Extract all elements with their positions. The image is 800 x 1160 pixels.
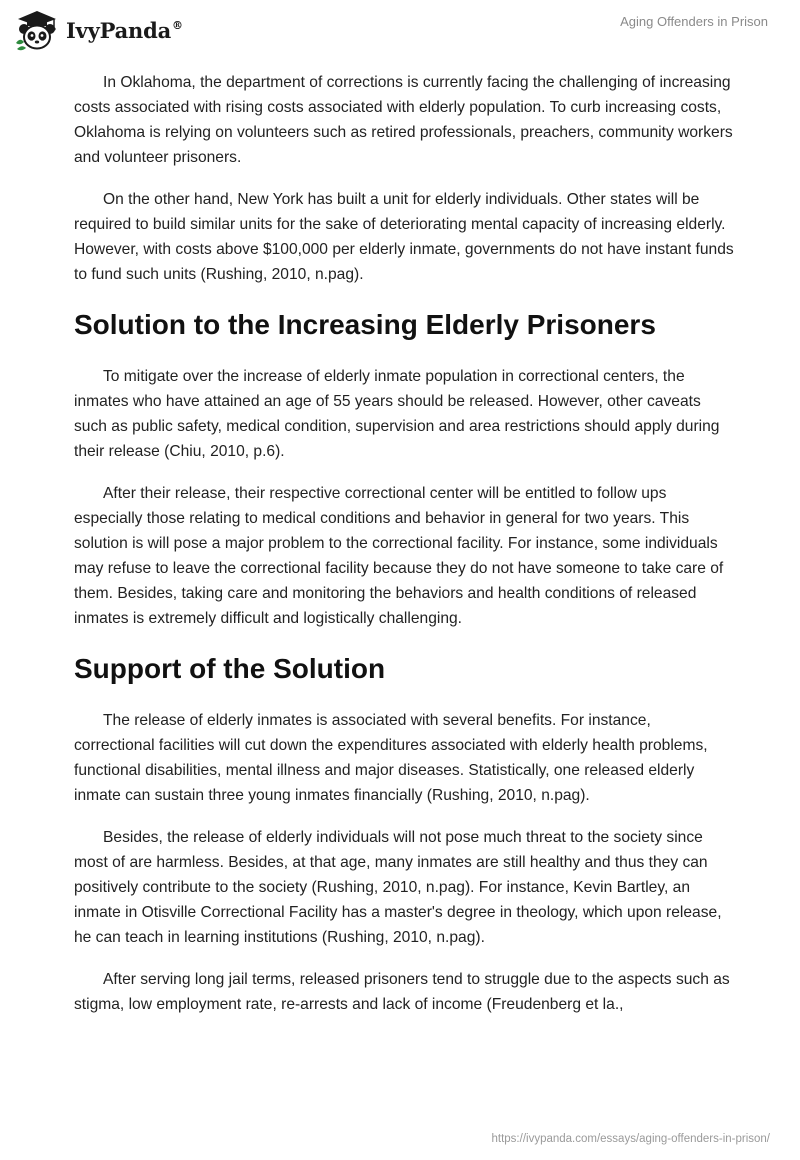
paragraph-benefits: The release of elderly inmates is associated with several benefits. For instance, correctional facilities will cut down the expenditures associated with elderly health problems, functional disabilities, mental illness and major diseases. Statistically, one released elderly inmate can sustain three young inmates financially (Rushing, 2010, n.pag). bbox=[74, 712, 708, 804]
logo-wordmark bbox=[66, 18, 183, 43]
panda-graduate-icon bbox=[14, 9, 60, 51]
heading-support: Support of the Solution bbox=[74, 653, 386, 684]
ivypanda-logo[interactable] bbox=[14, 9, 183, 51]
paragraph-mitigate-release: To mitigate over the increase of elderly inmate population in correctional centers, the inmates who have attained an age of 55 years should be released. However, other caveats such as public safety, medical condition, supervision and area restrictions should apply during their release (Chiu, 2010, p.6). bbox=[74, 368, 720, 460]
paragraph-struggle: After serving long jail terms, released prisoners tend to struggle due to the aspects such as stigma, low employment rate, re-arrests and lack of income (Freudenberg et la., bbox=[74, 971, 730, 1013]
paragraph-harmless: Besides, the release of elderly individuals will not pose much threat to the society since most of are harmless. Besides, at that age, many inmates are still healthy and thus they can positively contribute to the society (Rushing, 2010, n.pag). For instance, Kevin Bartley, an inmate in Otisville Correctional Facility has a master's degree in theology, which upon release, he can teach in learning institutions (Rushing, 2010, n.pag). bbox=[74, 829, 722, 946]
page-header bbox=[0, 0, 800, 60]
heading-solution: Solution to the Increasing Elderly Prisoners bbox=[74, 309, 656, 340]
source-url-link[interactable]: https://ivypanda.com/essays/aging-offenders-in-prison/ bbox=[491, 1133, 770, 1145]
paragraph-after-release: After their release, their respective correctional center will be entitled to follow ups especially those relating to medical conditions and behavior in general for two years. This solution is will pose a major problem to the correctional facility. For instance, some individuals may refuse to leave the correctional facility because they do not have someone to take care of them. Besides, taking care and monitoring the behaviors and health conditions of released inmates is extremely difficult and logistically challenging. bbox=[74, 485, 724, 627]
document-title: Aging Offenders in Prison bbox=[620, 14, 768, 29]
logo-name: IvyPanda bbox=[66, 17, 172, 43]
essay-body bbox=[74, 70, 734, 1034]
paragraph-new-york-unit: On the other hand, New York has built a unit for elderly individuals. Other states will be required to build similar units for the sake of deteriorating mental capacity of increasing elderly. However, with costs above $100,000 per elderly inmate, governments do not have instant funds to fund such units (Rushing, 2010, n.pag). bbox=[74, 191, 734, 283]
registered-mark: ® bbox=[172, 18, 183, 32]
paragraph-oklahoma-costs: In Oklahoma, the department of corrections is currently facing the challenging of increasing costs associated with rising costs associated with elderly population. To curb increasing costs, Oklahoma is relying on volunteers such as retired professionals, preachers, community workers and volunteer prisoners. bbox=[74, 74, 733, 166]
